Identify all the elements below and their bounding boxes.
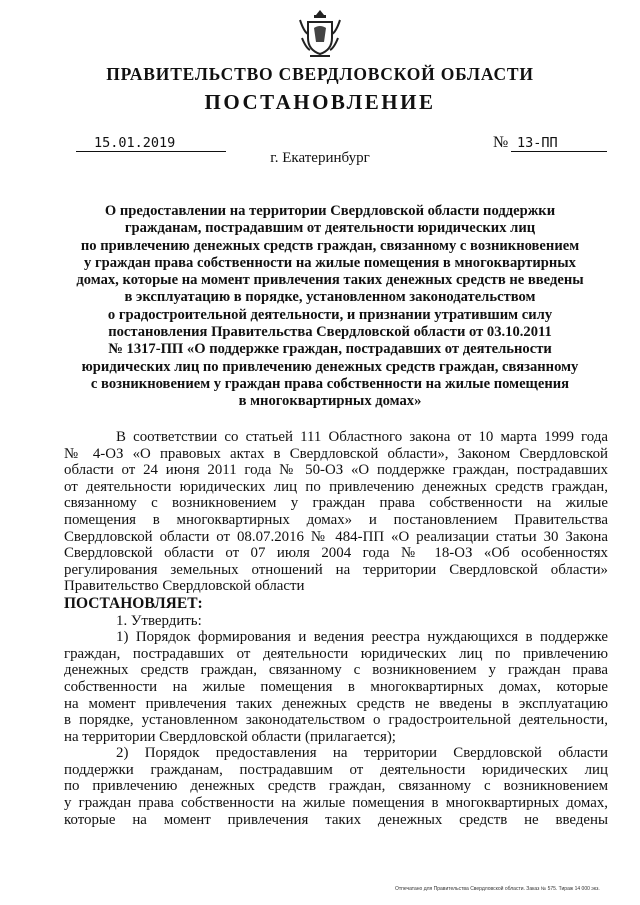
decree-number: 13-ПП [511,136,607,152]
preamble-line: связанному с возникновением у граждан права собственности на жилые [64,495,608,512]
preamble-line: помещения в многоквартирных домах» и постановлением Правительства [64,511,608,528]
preamble-line: В соответствии со статьей 111 Областного закона от 10 марта 1999 года [116,429,608,445]
item2-line: 2) Порядок предоставления на территории Свердловской области [116,745,608,762]
preamble-line: регулирования земельных отношений на территории Свердловской области» [64,561,608,578]
item2-line: поддержки гражданам, пострадавшим от деятельности юридических лиц [64,761,608,778]
item2-line: у граждан права собственности на жилые помещения в многоквартирных домах, [64,795,608,812]
decree-body [64,429,608,828]
title-line: у граждан права собственности на жилые помещения в многоквартирных [84,254,576,271]
city: г. Екатеринбург [270,150,370,166]
preamble-line: Свердловской области от 08.07.2016 № 484-ПП «О реализации статьи 30 Закона [64,528,608,545]
item1-line: на момент привлечения таких денежных средств не введены в эксплуатацию [64,695,608,712]
document-type: ПОСТАНОВЛЕНИЕ [204,90,436,114]
government-name: ПРАВИТЕЛЬСТВО СВЕРДЛОВСКОЙ ОБЛАСТИ [106,64,534,84]
item2-line: которые на момент привлечения таких денежных средств не введены [64,811,608,828]
item2-line: по привлечению денежных средств граждан, связанному с возникновением [64,778,608,795]
title-line: юридических лиц по привлечению денежных средств граждан, связанному [81,358,579,375]
title-line: постановления Правительства Свердловской области от 03.10.2011 [108,324,552,341]
preamble-line: области от 24 июня 2011 года № 50-ОЗ «О поддержке граждан, пострадавших [64,462,608,479]
coat-of-arms-icon [296,8,344,58]
title-line: домах, которые на момент привлечения таких денежных средств не введены [76,272,584,289]
title-line: О предоставлении на территории Свердловской области поддержки [104,203,556,219]
approve-line: 1. Утвердить: [116,612,202,629]
title-line: по привлечению денежных средств граждан, связанному с возникновением [80,237,580,254]
item1-line: в порядке, установленном законодательством о градостроительной деятельности, [64,712,608,729]
decree-date: 15.01.2019 [76,136,226,152]
item1-line: граждан, пострадавших от деятельности юридических лиц по привлечению [64,645,608,662]
decree-title [60,203,600,411]
title-line: с возникновением у граждан права собственности на жилые помещения [90,375,570,392]
preamble-line: № 4-ОЗ «О правовых актах в Свердловской области», Законом Свердловской [64,445,608,462]
preamble-line: Свердловской области от 07 июля 2004 года № 18-ОЗ «Об особенностях [64,545,608,562]
title-line: о градостроительной деятельности, и признании утратившим силу [107,306,553,323]
item1-line: 1) Порядок формирования и ведения реестра нуждающихся в поддержке [116,629,608,646]
item1-line: на территории Свердловской области (прилагается); [64,728,396,745]
decree-number-label: № [493,134,509,151]
title-line: № 1317-ПП «О поддержке граждан, пострадавших от деятельности [108,341,552,358]
title-line: гражданам, пострадавшим от деятельности юридических лиц [124,220,536,237]
item1-line: денежных средств граждан, связанному с возникновением у граждан права [64,662,608,679]
title-line: в эксплуатацию в порядке, установленном законодательством [124,289,536,306]
title-line: в многоквартирных домах» [238,393,422,410]
item1-line: собственности на жилые помещения в многоквартирных домах, которые [64,678,608,695]
print-footer: Отпечатано для Правительства Свердловской области. Заказ № 575. Тираж 14 000 экз. [395,886,600,892]
preamble-line: Правительство Свердловской области [64,578,305,595]
preamble-line: от деятельности юридических лиц по привлечению денежных средств граждан, [64,478,608,495]
resolves-heading: ПОСТАНОВЛЯЕТ: [64,594,203,612]
